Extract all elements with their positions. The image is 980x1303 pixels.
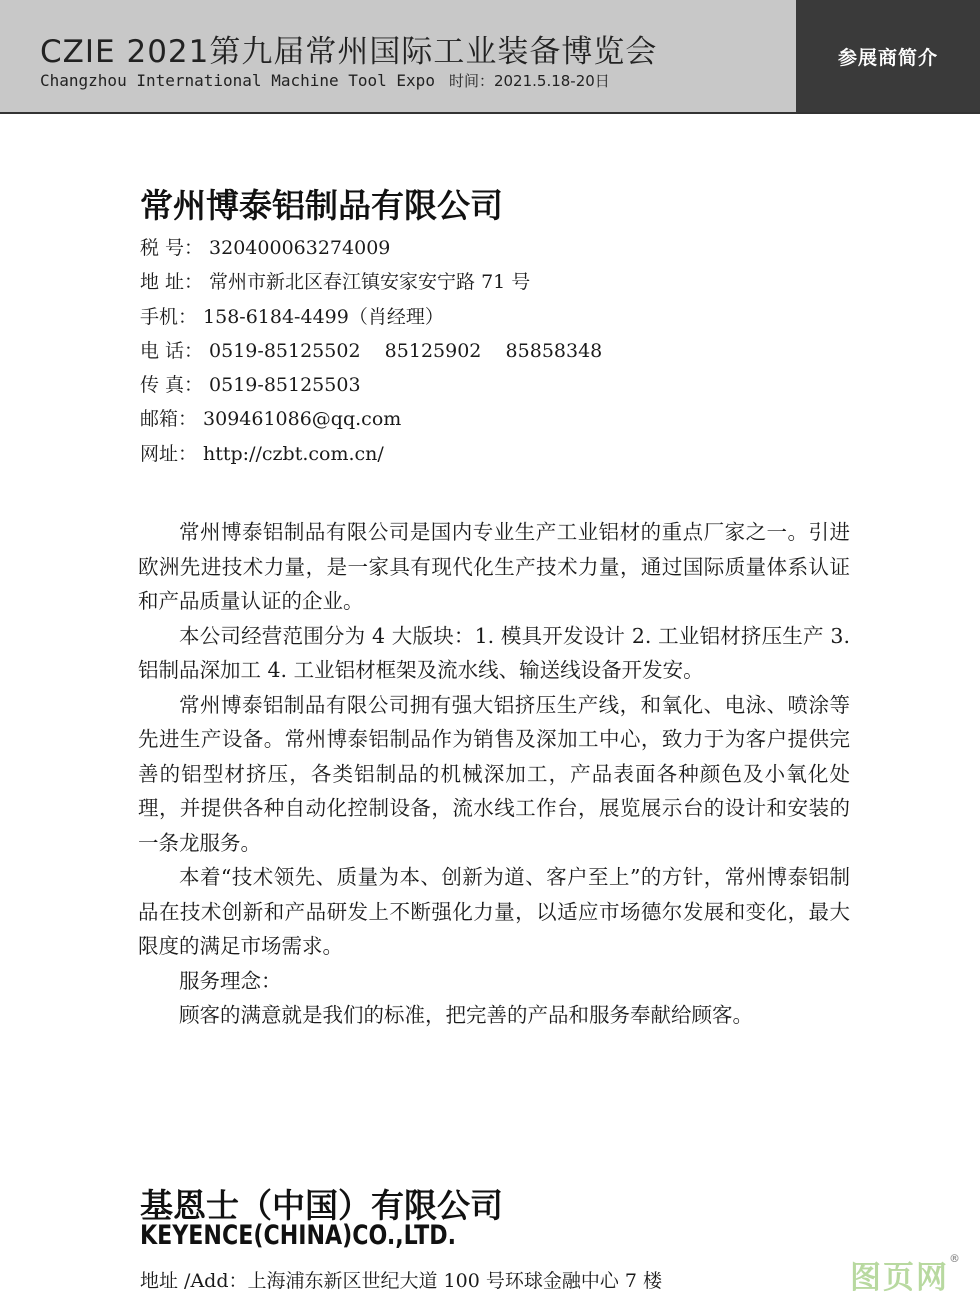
contact-tax-id [140,231,840,265]
contact-value: 320400063274009 [209,237,391,259]
intro-paragraph: 本公司经营范围分为 4 大版块：1. 模具开发设计 2. 工业铝材挤压生产 3. 铝制品深加工 4. 工业铝材框架及流水线、输送线设备开发安。 [138,623,850,682]
intro-paragraph: 常州博泰铝制品有限公司拥有强大铝挤压生产线，和氧化、电泳、喷涂等先进生产设备。常州博泰铝制品作为销售及深加工中心，致力于为客户提供完善的铝型材挤压，各类铝制品的机械深加工，产品表面各种颜色及小氧化处理，并提供各种自动化控制设备，流水线工作台，展览展示台的设计和安装的一条龙服务。 [138,692,850,855]
address-label: 地址 /Add： [140,1270,248,1292]
contact-label: 地 址： [140,271,204,294]
expo-title: CZIE 2021第九届常州国际工业装备博览会 [40,34,658,70]
contact-label: 手机： [140,305,198,328]
intro-paragraph: 常州博泰铝制品有限公司是国内专业生产工业铝材的重点厂家之一。引进欧洲先进技术力量，是一家具有现代化生产技术力量，通过国际质量体系认证和产品质量认证的企业。 [138,520,850,613]
contact-value: 0519-85125503 [209,374,361,397]
site-watermark [850,1252,962,1297]
contact-label: 电 话： [140,339,204,362]
contact-label: 税 号： [140,237,204,259]
contact-value: 常州市新北区春江镇安家安宁路 71 号 [209,271,531,294]
service-philosophy-heading: 服务理念： [179,968,282,993]
contact-label: 网址： [140,442,198,465]
contact-fax [140,368,840,402]
contact-value: 0519-85125502 85125902 85858348 [209,339,603,362]
contact-value: 309461086@qq.com [203,408,402,431]
expo-date: 时间：2021.5.18-20日 [448,72,610,90]
expo-english-name: Changzhou International Machine Tool Expo [40,71,435,90]
service-philosophy-text: 顾客的满意就是我们的标准，把完善的产品和服务奉献给顾客。 [179,1003,753,1027]
contact-phone [140,334,840,368]
contact-value: http://czbt.com.cn/ [203,442,384,465]
expo-subtitle [40,70,610,91]
intro-paragraph: 本着“技术领先、质量为本、创新为道、客户至上”的方针，常州博泰铝制品在技术创新和产品研发上不断强化力量，以适应市场德尔发展和变化，最大限度的满足市场需求。 [138,865,850,958]
contact-address [140,265,840,299]
section-badge: 参展商简介 [796,0,980,112]
contact-website [140,437,840,471]
contact-label: 传 真： [140,374,204,397]
company-name-2: 基恩士（中国）有限公司 [140,1186,503,1225]
registered-mark-icon: ® [949,1252,962,1265]
page-header [0,0,980,114]
address-value: 上海浦东新区世纪大道 100 号环球金融中心 7 楼 [247,1270,663,1292]
company-name: 常州博泰铝制品有限公司 [140,186,503,225]
contact-mobile [140,300,840,334]
contact-email [140,402,840,436]
contact-label: 邮箱： [140,408,198,431]
contact-value: 158-6184-4499（肖经理） [203,305,444,328]
company-english-name: KEYENCE(CHINA)CO.,LTD. [140,1220,456,1251]
company2-address [140,1266,662,1293]
contact-block [140,231,840,471]
watermark-text: 图页网 [850,1260,949,1296]
company-introduction [138,515,850,1033]
